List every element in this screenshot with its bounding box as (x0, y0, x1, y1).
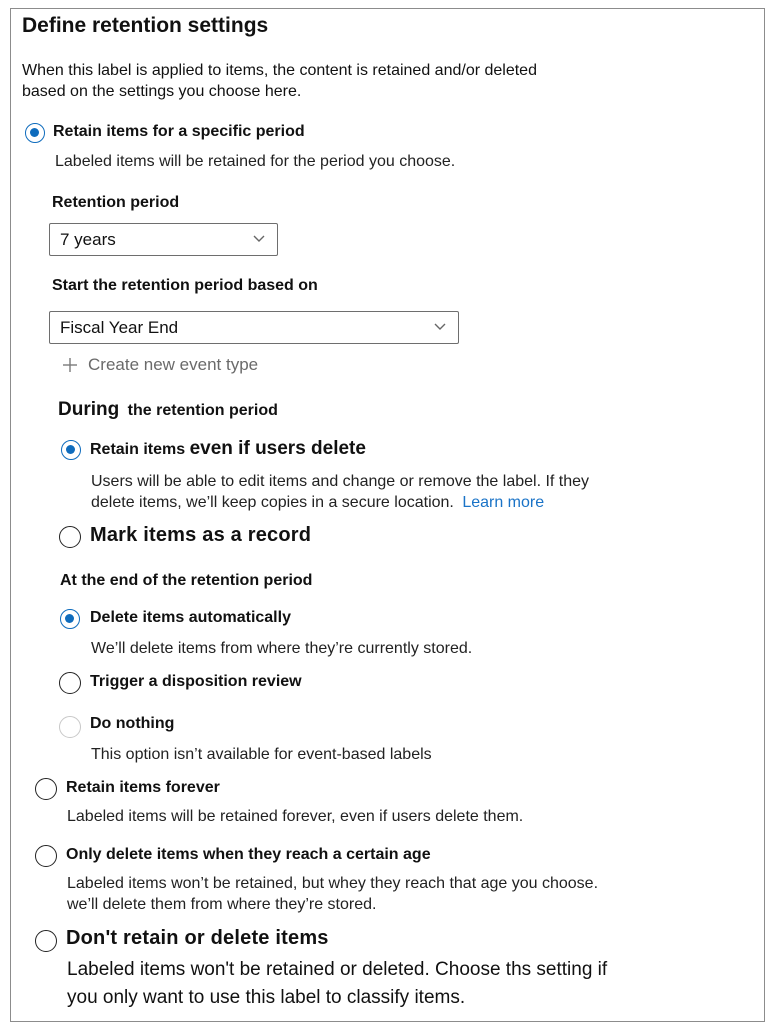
intro-text-line1: When this label is applied to items, the content is retained and/or deleted (22, 62, 537, 79)
dont-retain-desc1: Labeled items won't be retained or deleted. Choose ths setting if (67, 959, 608, 980)
retain-even-if-delete-label-a: Retain items (90, 441, 186, 458)
retain-forever-desc: Labeled items will be retained forever, even if users delete them. (67, 808, 524, 825)
start-based-on-label: Start the retention period based on (52, 277, 318, 294)
do-nothing-label: Do nothing (90, 715, 175, 732)
page-title: Define retention settings (22, 14, 269, 37)
radio-mark-as-record[interactable] (59, 526, 81, 548)
dont-retain-desc2: you only want to use this label to classify items. (67, 987, 466, 1008)
chevron-down-icon (434, 321, 446, 331)
during-heading-word: During (58, 399, 120, 420)
create-event-type-label: Create new event type (88, 355, 259, 374)
delete-at-age-label: Only delete items when they reach a certain age (66, 846, 431, 863)
do-nothing-desc: This option isn’t available for event-based labels (91, 746, 432, 763)
chevron-down-icon (253, 233, 265, 243)
radio-disposition-review[interactable] (59, 672, 81, 694)
radio-delete-automatically[interactable] (60, 609, 80, 629)
delete-automatically-label: Delete items automatically (90, 609, 291, 626)
radio-dont-retain[interactable] (35, 930, 57, 952)
retention-period-label: Retention period (52, 194, 180, 211)
start-based-on-dropdown[interactable] (49, 311, 459, 344)
retain-even-if-delete-label (90, 438, 366, 460)
radio-retain-specific-period[interactable] (25, 123, 45, 143)
radio-retain-even-if-delete[interactable] (61, 440, 81, 460)
dont-retain-label: Don't retain or delete items (66, 927, 329, 949)
retain-even-if-delete-desc1: Users will be able to edit items and change or remove the label. If they (91, 473, 590, 490)
end-period-heading: At the end of the retention period (60, 572, 313, 589)
plus-icon (60, 355, 80, 375)
radio-do-nothing[interactable] (59, 716, 81, 738)
retain-even-if-delete-desc2-row (91, 492, 544, 513)
retain-specific-period-desc: Labeled items will be retained for the period you choose. (55, 153, 456, 170)
learn-more-link[interactable]: Learn more (462, 494, 545, 511)
retain-forever-label: Retain items forever (66, 779, 220, 796)
during-heading-rest: the retention period (127, 402, 278, 419)
retain-even-if-delete-desc2: delete items, we’ll keep copies in a secure location. (91, 494, 454, 511)
intro-text-line2: based on the settings you choose here. (22, 83, 302, 100)
radio-delete-at-age[interactable] (35, 845, 57, 867)
retention-period-dropdown[interactable] (49, 223, 278, 256)
disposition-review-label: Trigger a disposition review (90, 673, 302, 690)
delete-automatically-desc: We’ll delete items from where they’re currently stored. (91, 640, 473, 657)
start-based-on-value: Fiscal Year End (60, 318, 179, 337)
delete-at-age-desc1: Labeled items won’t be retained, but whey they reach that age you choose. (67, 875, 599, 892)
delete-at-age-desc2: we’ll delete them from where they’re stored. (67, 896, 377, 913)
retain-specific-period-label: Retain items for a specific period (53, 123, 305, 140)
radio-retain-forever[interactable] (35, 778, 57, 800)
mark-as-record-label: Mark items as a record (90, 524, 312, 546)
retain-even-if-delete-label-b: even if users delete (189, 438, 366, 459)
retention-period-value: 7 years (60, 230, 116, 249)
during-heading (58, 399, 278, 421)
